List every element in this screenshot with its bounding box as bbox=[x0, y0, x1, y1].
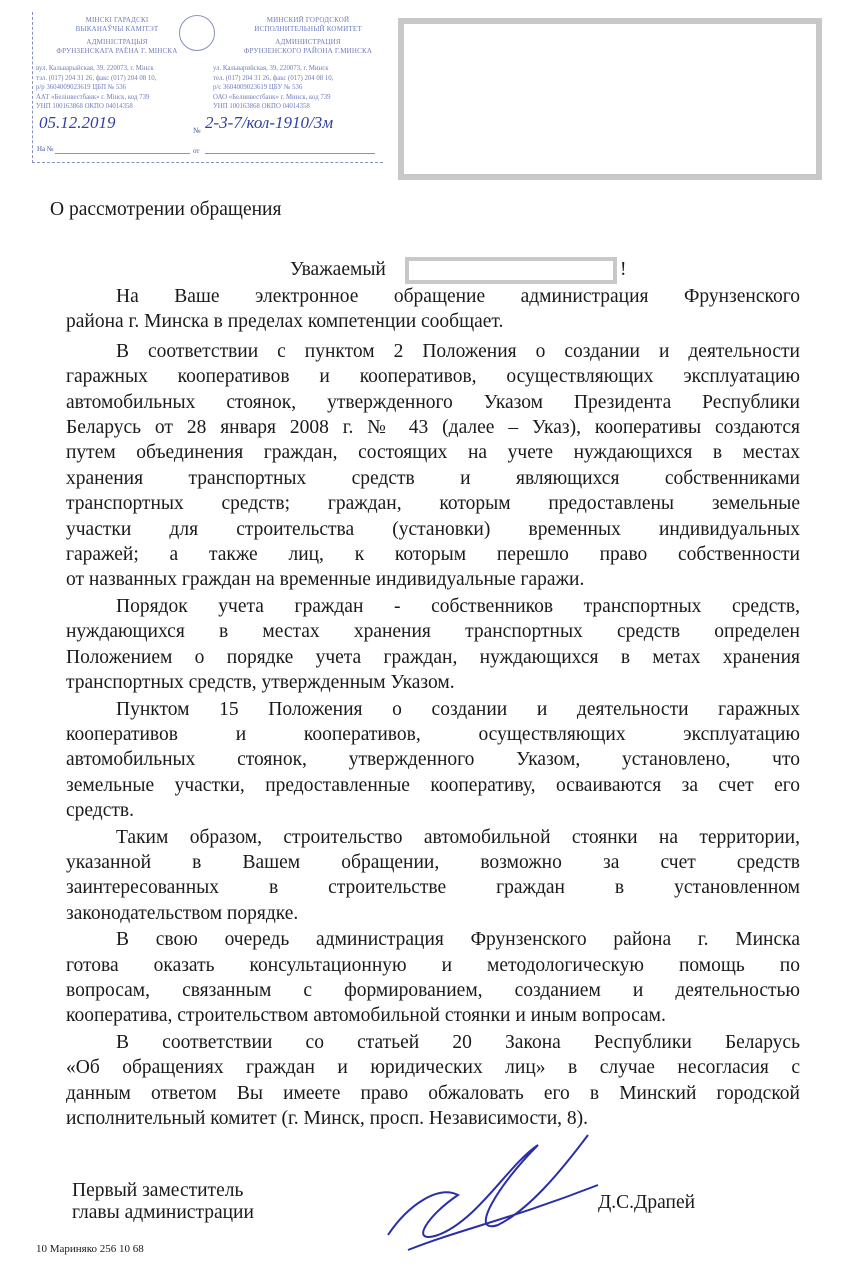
text-line: В соответствии с пунктом 2 Положения о создании и деятельности bbox=[116, 340, 800, 362]
org-line: ИСПОЛНИТЕЛЬНЫЙ КОМИТЕТ bbox=[254, 25, 362, 33]
text-line: Порядок учета граждан - собственников транспортных средств, bbox=[116, 595, 800, 617]
text-line: «Об обращениях граждан и юридических лиц» в случае несогласия с bbox=[66, 1057, 800, 1079]
letterhead-stamp bbox=[32, 12, 383, 163]
state-emblem-icon bbox=[179, 15, 215, 51]
redacted-recipient-block bbox=[398, 18, 822, 180]
text-line: участки для строительства (установки) временных индивидуальных bbox=[66, 518, 800, 540]
org-line: МІНСКІ ГАРАДСКІ bbox=[85, 16, 149, 24]
text-line: автомобильных стоянок, утвержденного Указом Президента Республики bbox=[66, 391, 800, 413]
org-line: ВЫКАНАЎЧЫ КАМІТЭТ bbox=[75, 25, 159, 33]
text-line: готова оказать консультационную и методологическую помощь по bbox=[66, 954, 800, 976]
letter-body bbox=[66, 284, 800, 1132]
org-line: АДМІНІСТРАЦЫЯ bbox=[86, 38, 148, 46]
addr-line: р/с 3604009023619 ЦБУ № 536 bbox=[213, 84, 303, 91]
text-line: гаражей; а также лиц, к которым перешло право собственности bbox=[66, 544, 800, 566]
text-line: хранения транспортных средств и являющихся собственниками bbox=[66, 467, 800, 489]
greeting-end: ! bbox=[620, 259, 627, 280]
text-line: средств. bbox=[66, 800, 134, 822]
letter-number: 2-3-7/кол-1910/3м bbox=[205, 113, 334, 132]
addr-line: ул. Кальварийская, 39, 220073, г. Минск bbox=[213, 65, 329, 72]
ref-from: от bbox=[193, 147, 200, 155]
letter-date: 05.12.2019 bbox=[39, 113, 116, 132]
text-line: данным ответом Вы имеете право обжаловать его в Минский городской bbox=[66, 1082, 800, 1104]
letterhead-right-org bbox=[228, 16, 388, 56]
addr-line: ААТ «Белінвестбанк» г. Мінск, код 739 bbox=[36, 93, 150, 101]
addr-line: ОАО «Белинвестбанк» г. Минск, код 739 bbox=[213, 93, 331, 101]
letterhead-left-org bbox=[37, 16, 197, 56]
org-line: ФРУНЗЕНСКАГА РАЁНА Г. МІНСКА bbox=[56, 47, 178, 55]
text-line: Положением о порядке учета граждан, нуждающихся в метах хранения bbox=[66, 646, 800, 668]
text-line: В свою очередь администрация Фрунзенского района г. Минска bbox=[116, 929, 800, 951]
signatory-name: Д.С.Драпей bbox=[598, 1192, 696, 1213]
text-line: автомобильных стоянок, утвержденного Указом, установлено, что bbox=[66, 749, 800, 771]
text-line: вопросам, связанным с формированием, созданием и деятельностью bbox=[66, 979, 800, 1001]
addr-line: тел. (017) 204 31 26, факс (017) 204 08 10, bbox=[213, 74, 334, 82]
text-line: кооператива, строительством автомобильной стоянки и иным вопросам. bbox=[66, 1005, 666, 1027]
greeting-word: Уважаемый bbox=[290, 259, 386, 280]
letterhead-left-address bbox=[36, 64, 204, 112]
text-line: от названных граждан на временные индивидуальные гаражи. bbox=[66, 569, 585, 591]
org-line: ФРУНЗЕНСКОГО РАЙОНА Г.МИНСКА bbox=[243, 47, 373, 55]
text-line: земельные участки, предоставленные кооперативу, осваиваются за счет его bbox=[66, 774, 800, 796]
paragraph bbox=[66, 697, 800, 824]
addr-line: р/р 3604009023619 ЦБП № 536 bbox=[36, 84, 127, 91]
org-line: МИНСКИЙ ГОРОДСКОЙ bbox=[266, 16, 350, 24]
text-line: путем объединения граждан, состоящих на учете нуждающихся в местах bbox=[66, 442, 800, 464]
text-line: В соответствии со статьей 20 Закона Республики Беларусь bbox=[116, 1031, 800, 1053]
text-line: На Ваше электронное обращение администрация Фрунзенского bbox=[116, 286, 800, 307]
paragraph bbox=[66, 594, 800, 696]
redacted-recipient-name bbox=[405, 257, 617, 284]
number-prefix: № bbox=[193, 126, 201, 135]
text-line: законодательством порядке. bbox=[66, 902, 299, 924]
signatory-title bbox=[72, 1180, 254, 1224]
signatory-title-line: главы администрации bbox=[72, 1202, 254, 1223]
paragraph bbox=[66, 284, 800, 335]
addr-line: вул. Кальварыйская, 39, 220073, г. Мінск bbox=[36, 65, 154, 72]
addr-line: УНП 100163868 ОКПО 04014358 bbox=[213, 103, 310, 110]
text-line: района г. Минска в пределах компетенции сообщает. bbox=[66, 311, 504, 333]
subject-line: О рассмотрении обращения bbox=[50, 199, 282, 220]
text-line: исполнительный комитет (г. Минск, просп. Независимости, 8). bbox=[66, 1108, 588, 1129]
signatory-title-line: Первый заместитель bbox=[72, 1180, 244, 1201]
paragraph bbox=[66, 927, 800, 1029]
paragraph bbox=[66, 825, 800, 927]
text-line: нуждающихся в местах хранения транспортных средств определен bbox=[66, 621, 800, 643]
handwritten-signature bbox=[368, 1125, 608, 1265]
text-line: гаражных кооперативов и кооперативов, осуществляющих эксплуатацию bbox=[66, 366, 800, 388]
text-line: Беларусь от 28 января 2008 г. № 43 (далее – Указ), кооперативы создаются bbox=[66, 417, 800, 439]
text-line: Пунктом 15 Положения о создании и деятельности гаражных bbox=[116, 698, 800, 720]
addr-line: УНП 100163868 ОКПО 04014358 bbox=[36, 103, 133, 110]
ref-label: На № bbox=[37, 145, 54, 153]
text-line: транспортных средств, утвержденным Указом. bbox=[66, 672, 455, 694]
footer-executor: 10 Мариняко 256 10 68 bbox=[36, 1243, 144, 1255]
text-line: Таким образом, строительство автомобильной стоянки на территории, bbox=[116, 826, 800, 848]
org-line: АДМИНИСТРАЦИЯ bbox=[275, 38, 341, 46]
paragraph bbox=[66, 339, 800, 593]
letterhead-right-address bbox=[213, 64, 381, 112]
addr-line: тэл. (017) 204 31 26, факс (017) 204 08 10, bbox=[36, 74, 157, 82]
text-line: кооперативов и кооперативов, осуществляющих эксплуатацию bbox=[66, 723, 800, 745]
text-line: транспортных средств; граждан, которым предоставлены земельные bbox=[66, 493, 800, 515]
paragraph bbox=[66, 1030, 800, 1132]
text-line: заинтересованных в строительстве граждан в установленном bbox=[66, 877, 800, 899]
text-line: указанной в Вашем обращении, возможно за счет средств bbox=[66, 851, 800, 873]
